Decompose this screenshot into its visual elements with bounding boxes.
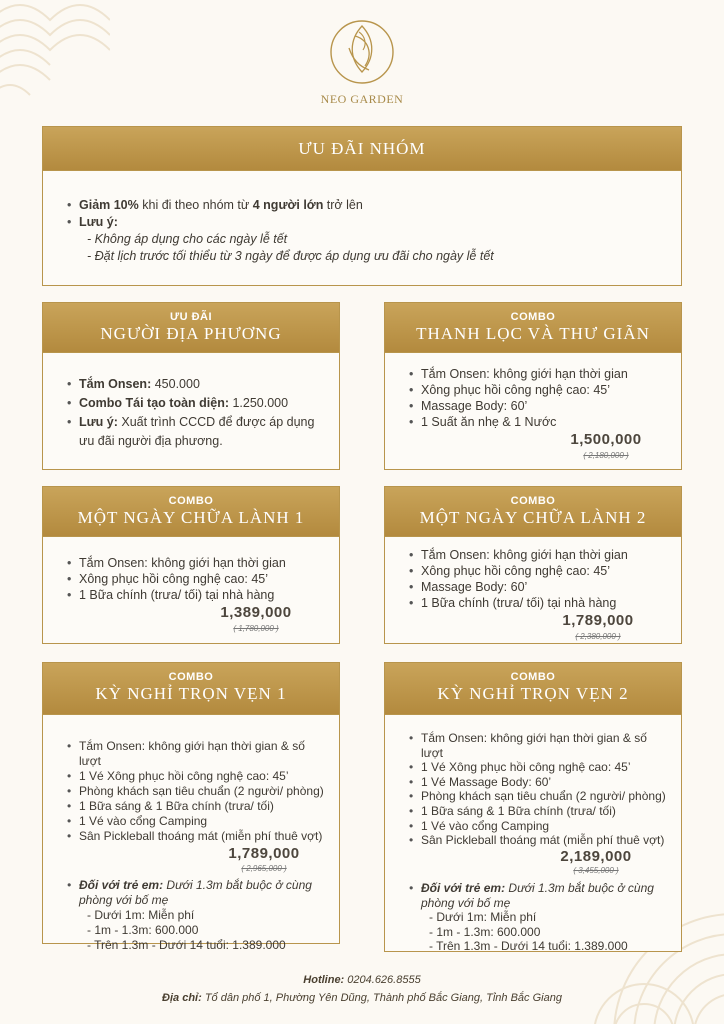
heal2-combo-title: MỘT NGÀY CHỮA LÀNH 2 [419, 508, 647, 527]
list-item: • 1 Vé Xông phục hồi công nghệ cao: 45’ [65, 769, 329, 784]
brand-name: NEO GARDEN [320, 92, 404, 106]
stay1-price-block [219, 846, 309, 876]
stay1-combo-body [43, 715, 339, 961]
group-offer-title: ƯU ĐÃI NHÓM [298, 139, 426, 158]
list-item: • 1 Vé Xông phục hồi công nghệ cao: 45’ [407, 760, 671, 775]
group-note-1: - Không áp dụng cho các ngày lễ tết [87, 232, 288, 246]
heal1-combo-title: MỘT NGÀY CHỮA LÀNH 1 [77, 508, 305, 527]
group-discount-item: • Giảm 10% khi đi theo nhóm từ 4 người lớn trở lên [65, 197, 663, 214]
local-offer-header [43, 303, 339, 353]
heal2-combo-header [385, 487, 681, 537]
list-item: • 1 Vé vào cổng Camping [407, 819, 671, 834]
relax-old-price: ( 2,180,000 ) [583, 451, 629, 460]
stay2-kids-item: • Đối với trẻ em: Dưới 1.3m bắt buộc ở cùng phòng với bố mẹ [407, 881, 671, 910]
stay1-combo-list [65, 739, 329, 844]
list-item: • Xông phục hồi công nghệ cao: 45’ [407, 563, 663, 579]
group-note-item: • Lưu ý: [65, 214, 663, 231]
list-item: • 1 Bữa chính (trưa/ tối) tại nhà hàng [65, 587, 321, 603]
list-item: • Xông phục hồi công nghệ cao: 45’ [65, 571, 321, 587]
stay1-kids-item: • Đối với trẻ em: Dưới 1.3m bắt buộc ở cùng phòng với bố mẹ [65, 878, 329, 908]
list-item: • Massage Body: 60’ [407, 398, 663, 414]
lotus-logo-icon [329, 14, 395, 90]
list-item: • Phòng khách sạn tiêu chuẩn (2 người/ phòng) [65, 784, 329, 799]
address-text: Tổ dân phố 1, Phường Yên Dũng, Thành phố Bắc Giang, Tỉnh Bắc Giang [201, 992, 562, 1004]
stay2-combo-header [385, 663, 681, 715]
list-item: • Xông phục hồi công nghệ cao: 45’ [407, 382, 663, 398]
list-item: - Dưới 1m: Miễn phí [429, 910, 537, 925]
hotline-line: Hotline: 0204.626.8555 [303, 974, 421, 986]
heal1-combo-tag: COMBO [168, 495, 214, 507]
heal1-combo-body [43, 537, 339, 645]
heal1-combo-card [42, 486, 340, 644]
group-offer-card [42, 126, 682, 286]
heal1-price: 1,389,000 [220, 604, 292, 621]
list-item: • 1 Vé Massage Body: 60’ [407, 775, 671, 790]
list-item: • Tắm Onsen: không giới hạn thời gian [65, 555, 321, 571]
list-item: - Trên 1.3m - Dưới 14 tuổi: 1.389.000 [87, 938, 286, 952]
hotline-number: 0204.626.8555 [344, 974, 421, 986]
stay2-combo-tag: COMBO [510, 671, 556, 683]
relax-combo-header [385, 303, 681, 353]
local-note-item: • Lưu ý: Xuất trình CCCD để được áp dụng ưu đãi người địa phương. [65, 413, 321, 451]
heal2-price: 1,789,000 [562, 612, 634, 629]
stay2-price-block [551, 847, 641, 879]
stay2-combo-card [384, 662, 682, 952]
local-offer-tag: ƯU ĐÃI [169, 311, 213, 323]
heal2-combo-card [384, 486, 682, 644]
local-offer-card [42, 302, 340, 470]
list-item: • Phòng khách sạn tiêu chuẩn (2 người/ phòng) [407, 789, 671, 804]
stay1-price: 1,789,000 [228, 845, 300, 862]
relax-combo-body [385, 353, 681, 472]
list-item: • Tắm Onsen: không giới hạn thời gian & số lượt [407, 731, 671, 760]
stay1-combo-card [42, 662, 340, 952]
list-item: • 1 Vé vào cổng Camping [65, 814, 329, 829]
stay2-price: 2,189,000 [560, 847, 632, 865]
relax-combo-title: THANH LỌC VÀ THƯ GIÃN [416, 324, 650, 343]
stay1-combo-title: KỲ NGHỈ TRỌN VẸN 1 [95, 684, 287, 703]
local-offer-body [43, 353, 339, 459]
relax-combo-card [384, 302, 682, 470]
stay1-combo-header [43, 663, 339, 715]
relax-combo-tag: COMBO [510, 311, 556, 323]
stay2-combo-body [385, 715, 681, 962]
heal1-combo-header [43, 487, 339, 537]
list-item: • Sân Pickleball thoáng mát (miễn phí thuê vợt) [65, 829, 329, 844]
stay2-old-price: ( 3,455,000 ) [573, 866, 619, 876]
group-offer-header [43, 127, 681, 171]
heal1-price-block [211, 605, 301, 637]
list-item: • 1 Suất ăn nhẹ & 1 Nước [407, 414, 663, 430]
heal1-old-price: ( 1,780,000 ) [233, 624, 279, 633]
heal2-combo-body [385, 537, 681, 653]
local-onsen-item: • Tắm Onsen: 450.000 [65, 375, 321, 394]
heal2-combo-tag: COMBO [510, 495, 556, 507]
list-item: - 1m - 1.3m: 600.000 [429, 924, 541, 939]
stay2-combo-title: KỲ NGHỈ TRỌN VẸN 2 [437, 684, 629, 703]
stay1-old-price: ( 2,965,000 ) [241, 864, 287, 873]
relax-price-block [561, 432, 651, 464]
list-item: - Dưới 1m: Miễn phí [87, 908, 195, 922]
list-item: • Tắm Onsen: không giới hạn thời gian [407, 366, 663, 382]
relax-price: 1,500,000 [570, 431, 642, 448]
list-item: • 1 Bữa sáng & 1 Bữa chính (trưa/ tối) [407, 804, 671, 819]
relax-combo-list [407, 366, 663, 430]
address-line: Địa chỉ: Tổ dân phố 1, Phường Yên Dũng, Thành phố Bắc Giang, Tỉnh Bắc Giang [162, 992, 562, 1004]
list-item: • Sân Pickleball thoáng mát (miễn phí thuê vợt) [407, 833, 671, 848]
list-item: • Tắm Onsen: không giới hạn thời gian & số lượt [65, 739, 329, 769]
list-item: • Massage Body: 60’ [407, 579, 663, 595]
local-combo-item: • Combo Tái tạo toàn diện: 1.250.000 [65, 394, 321, 413]
heal1-combo-list [65, 555, 321, 603]
list-item: • 1 Bữa sáng & 1 Bữa chính (trưa/ tối) [65, 799, 329, 814]
heal2-combo-list [407, 547, 663, 611]
local-offer-title: NGƯỜI ĐỊA PHƯƠNG [100, 324, 282, 343]
brand-logo [0, 14, 724, 107]
stay2-combo-list [407, 731, 671, 848]
list-item: • 1 Bữa chính (trưa/ tối) tại nhà hàng [407, 595, 663, 611]
heal2-price-block [553, 613, 643, 645]
heal2-old-price: ( 2,380,000 ) [575, 632, 621, 641]
list-item: - 1m - 1.3m: 600.000 [87, 923, 199, 937]
list-item: - Trên 1.3m - Dưới 14 tuổi: 1.389.000 [429, 939, 628, 954]
group-note-2: - Đặt lịch trước tối thiểu từ 3 ngày để được áp dụng ưu đãi cho ngày lễ tết [87, 249, 494, 263]
stay1-combo-tag: COMBO [168, 671, 214, 683]
list-item: • Tắm Onsen: không giới hạn thời gian [407, 547, 663, 563]
group-offer-body [43, 171, 681, 273]
